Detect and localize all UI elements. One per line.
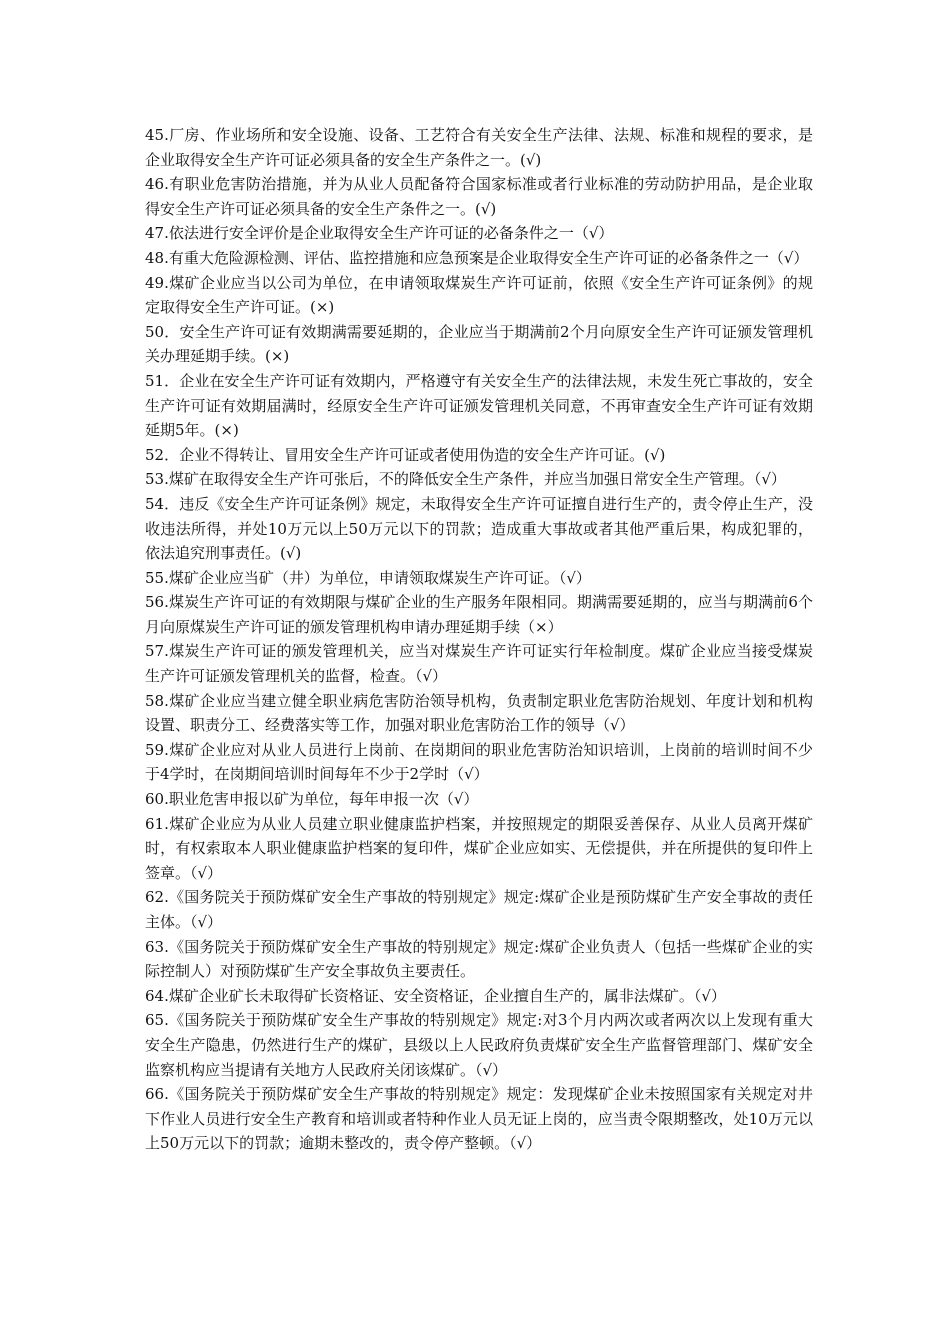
question-48: 48.有重大危险源检测、评估、监控措施和应急预案是企业取得安全生产许可证的必备条件之一（√） — [145, 248, 809, 267]
question-52: 52．企业不得转让、冒用安全生产许可证或者使用伪造的安全生产许可证。(√) — [145, 445, 666, 464]
question-65: 65.《国务院关于预防煤矿安全生产事故的特别规定》规定:对3个月内两次或者两次以上发现有重大安全生产隐患，仍然进行生产的煤矿，县级以上人民政府负责煤矿安全生产监督管理部门、煤矿安全监察机构应当提请有关地方人民政府关闭该煤矿。（√） — [145, 1011, 813, 1079]
question-50: 50．安全生产许可证有效期满需要延期的，企业应当于期满前2个月向原安全生产许可证颁发管理机关办理延期手续。(×) — [145, 322, 813, 366]
question-55: 55.煤矿企业应当矿（井）为单位，申请领取煤炭生产许可证。（√） — [145, 568, 591, 587]
question-66: 66.《国务院关于预防煤矿安全生产事故的特别规定》规定：发现煤矿企业未按照国家有关规定对井下作业人员进行安全生产教育和培训或者特种作业人员无证上岗的，应当责令限期整改，处10万元以上50万元以下的罚款；逾期未整改的，责令停产整顿。（√） — [145, 1085, 813, 1153]
question-46: 46.有职业危害防治措施，并为从业人员配备符合国家标准或者行业标准的劳动防护用品，是企业取得安全生产许可证必须具备的安全生产条件之一。(√) — [145, 175, 813, 218]
question-61: 61.煤矿企业应为从业人员建立职业健康监护档案，并按照规定的期限妥善保存、从业人员离开煤矿时，有权索取本人职业健康监护档案的复印件，煤矿企业应如实、无偿提供，并在所提供的复印件上签章。（√） — [145, 814, 813, 882]
question-57: 57.煤炭生产许可证的颁发管理机关，应当对煤炭生产许可证实行年检制度。煤矿企业应当接受煤炭生产许可证颁发管理机关的监督，检查。（√） — [145, 642, 813, 686]
question-64: 64.煤矿企业矿长未取得矿长资格证、安全资格证，企业擅自生产的，属非法煤矿。（√） — [145, 986, 726, 1005]
question-45: 45.厂房、作业场所和安全设施、设备、工艺符合有关安全生产法律、法规、标准和规程的要求，是企业取得安全生产许可证必须具备的安全生产条件之一。(√) — [145, 126, 813, 169]
question-47: 47.依法进行安全评价是企业取得安全生产许可证的必备条件之一（√） — [145, 224, 614, 243]
question-54: 54．违反《安全生产许可证条例》规定，未取得安全生产许可证擅自进行生产的，责令停止生产，没收违法所得，并处10万元以上50万元以下的罚款；造成重大事故或者其他严重后果，构成犯罪的，依法追究刑事责任。(√) — [145, 494, 813, 563]
question-60: 60.职业危害申报以矿为单位，每年申报一次（√） — [145, 790, 479, 809]
document-body — [145, 123, 813, 1156]
question-53: 53.煤矿在取得安全生产许可张后，不的降低安全生产条件，并应当加强日常安全生产管理。（√） — [145, 470, 786, 489]
question-58: 58.煤矿企业应当建立健全职业病危害防治领导机构，负责制定职业危害防治规划、年度计划和机构设置、职责分工、经费落实等工作，加强对职业危害防治工作的领导（√） — [145, 691, 813, 735]
question-51: 51．企业在安全生产许可证有效期内，严格遵守有关安全生产的法律法规，未发生死亡事故的，安全生产许可证有效期届满时，经原安全生产许可证颁发管理机关同意，不再审查安全生产许可证有效期延期5年。(×) — [145, 371, 813, 440]
question-63: 63.《国务院关于预防煤矿安全生产事故的特别规定》规定:煤矿企业负责人（包括一些煤矿企业的实际控制人）对预防煤矿生产安全事故负主要责任。 — [145, 937, 813, 981]
question-56: 56.煤炭生产许可证的有效期限与煤矿企业的生产服务年限相同。期满需要延期的，应当与期满前6个月向原煤炭生产许可证的颁发管理机构申请办理延期手续（×） — [145, 593, 813, 636]
question-59: 59.煤矿企业应对从业人员进行上岗前、在岗期间的职业危害防治知识培训，上岗前的培训时间不少于4学时，在岗期间培训时间每年不少于2学时（√） — [145, 740, 813, 784]
question-62: 62.《国务院关于预防煤矿安全生产事故的特别规定》规定:煤矿企业是预防煤矿生产安全事故的责任主体。（√） — [145, 888, 813, 931]
question-49: 49.煤矿企业应当以公司为单位，在申请领取煤炭生产许可证前，依照《安全生产许可证条例》的规定取得安全生产许可证。(×) — [145, 273, 813, 317]
